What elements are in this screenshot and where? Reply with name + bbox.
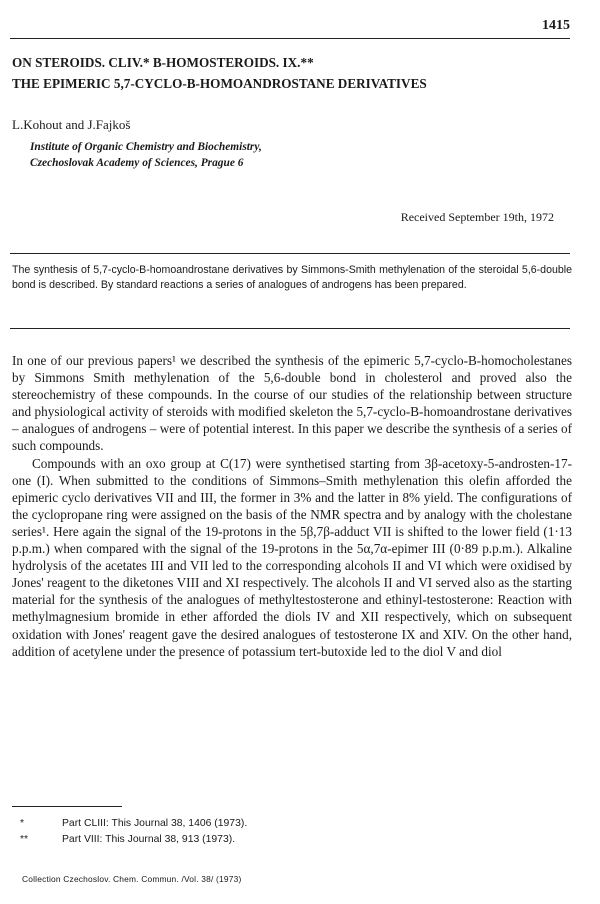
footnote-text: Part VIII: This Journal 38, 913 (1973). — [62, 834, 236, 845]
footnote-text: Part CLIII: This Journal 38, 1406 (1973). — [62, 818, 248, 829]
footnote-2 — [20, 832, 247, 848]
body-text — [12, 352, 572, 660]
article-title — [12, 52, 572, 94]
title-line-2: THE EPIMERIC 5,7-CYCLO-B-HOMOANDROSTANE DERIVATIVES — [12, 76, 427, 91]
footnote-1 — [20, 816, 247, 832]
paragraph-1: In one of our previous papers¹ we described the synthesis of the epimeric 5,7-cyclo-B-homocholestanes by Simmons Smith methylenation of the 5,6-double bond in cholesterol and proved also the stereochemistry of these compounds. In the course of our studies of the relationship between structure and physiological activity of steroids with modified skeleton the 5,7-cyclo-B-homoandrostane derivatives – analogues of androgens – were of potential interest. In this paper we describe the synthesis of a series of such compounds. — [12, 353, 572, 454]
abstract-rule-bottom — [10, 328, 570, 329]
affiliation-line-1: Institute of Organic Chemistry and Biochemistry, — [30, 141, 262, 153]
paragraph-2: Compounds with an oxo group at C(17) were synthetised starting from 3β-acetoxy-5-androsten-17-one (I). When submitted to the conditions of Simmons–Smith methylenation this olefin afforded the epimeric cyclo derivatives VII and III, the former in 3% and the latter in 8% yield. The configurations of the cyclopropane ring were assigned on the basis of the NMR spectra and by analogy with the cholestane series¹. Here again the signal of the 19-protons in the 5β,7β-adduct VII is shifted to the lower field (1·13 p.p.m.) when compared with the signal of the 19-protons in the 5α,7α-epimer III (0·89 p.p.m.). Alkaline hydrolysis of the acetates III and VII led to the corresponding alcohols II and VI which were oxidised by Jones' reagent to the diketones VIII and XI respectively. The alcohols II and VI served also as the starting material for the synthesis of the analogues of methyltestosterone and ethinyl-testosterone: Reaction with methylmagnesium bromide in ether afforded the diols IV and XII respectively, which on subsequent oxidation with Jones' reagent gave the desired analogues of testosterone IX and XIV. On the other hand, addition of acetylene under the presence of potassium tert-butoxide led to the diol V and diol — [12, 455, 572, 659]
footnote-mark: * — [20, 818, 25, 829]
header-rule — [10, 38, 570, 39]
footnote-rule — [12, 806, 122, 807]
footnotes — [20, 816, 247, 848]
title-line-1: ON STEROIDS. CLIV.* B-HOMOSTEROIDS. IX.** — [12, 55, 314, 70]
affiliation — [30, 139, 262, 171]
abstract: The synthesis of 5,7-cyclo-B-homoandrostane derivatives by Simmons-Smith methylenation of the steroidal 5,6-double bond is described. By standard reactions a series of analogues of androgens has been prepared. — [12, 264, 572, 291]
authors: L.Kohout and J.Fajkoš — [12, 117, 131, 132]
journal-footer: Collection Czechoslov. Chem. Commun. /Vol. 38/ (1973) — [22, 874, 242, 884]
affiliation-line-2: Czechoslovak Academy of Sciences, Prague 6 — [30, 157, 244, 169]
abstract-rule-top — [10, 253, 570, 254]
footnote-mark: ** — [20, 834, 29, 845]
page-number: 1415 — [542, 18, 570, 33]
received-date: Received September 19th, 1972 — [400, 210, 554, 224]
